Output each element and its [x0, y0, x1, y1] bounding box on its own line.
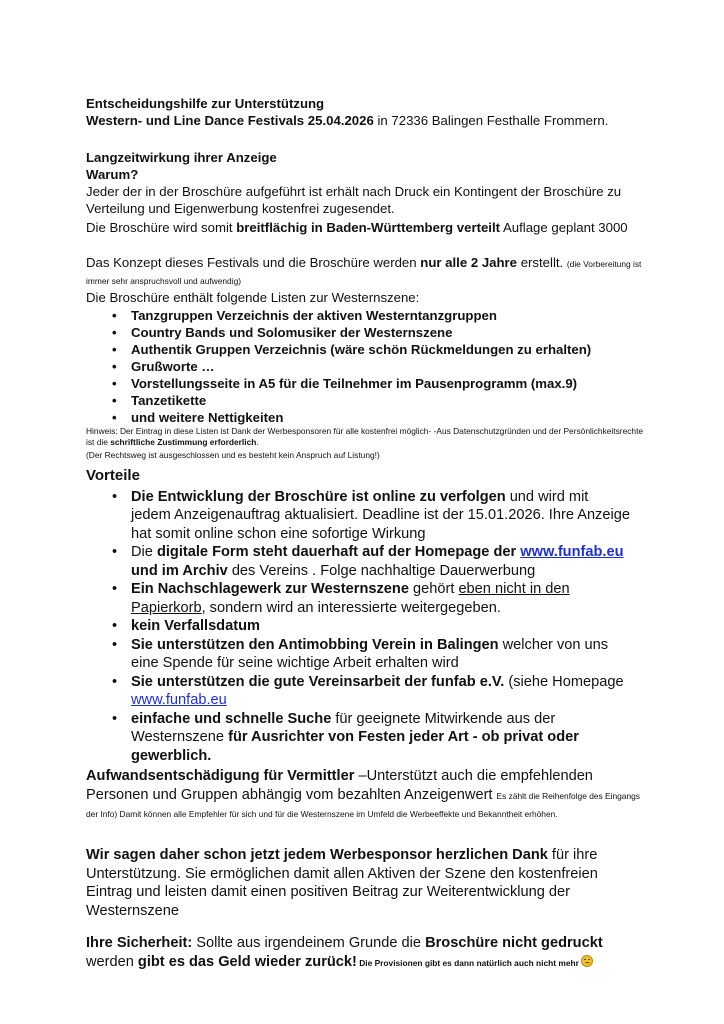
- text-run-bold: Wir sagen daher schon jetzt jedem Werbesponsor herzlichen Dank: [86, 847, 548, 863]
- paragraph: [86, 767, 646, 823]
- bullet-icon: •: [112, 393, 117, 408]
- list-item: [86, 324, 646, 341]
- funfab-link[interactable]: www.funfab.eu: [131, 692, 227, 708]
- text-run-bold: einfache und schnelle Suche: [131, 710, 332, 727]
- list-item: [86, 409, 646, 426]
- text-run: , sondern wird an interessierte weitergegeben.: [201, 599, 501, 616]
- bullet-icon: •: [112, 359, 117, 374]
- text-run-bold: kein Verfallsdatum: [131, 618, 260, 634]
- list-item-text: Tanzgruppen Verzeichnis der aktiven Westerntanzgruppen: [131, 308, 497, 323]
- text-run: des Vereins . Folge nachhaltige Dauerwerbung: [227, 562, 536, 579]
- list-item: [86, 341, 646, 358]
- bullet-icon: •: [112, 325, 117, 340]
- bullet-icon: •: [112, 636, 118, 653]
- text-run: Hinweis: Der Eintrag in diese Listen ist Dank der Werbesponsoren für alle kostenfrei möglich- -Aus Datenschutzgründen und der Persönlichkeitsrechte ist die: [86, 426, 644, 447]
- list-item-text: Country Bands und Solomusiker der Westernszene: [131, 325, 453, 340]
- text-run-bold: gibt es das Geld wieder zurück!: [137, 953, 357, 970]
- list-item: [86, 580, 631, 617]
- list-item: [86, 307, 646, 324]
- title-line-1: Entscheidungshilfe zur Unterstützung: [86, 96, 325, 111]
- list-item: [86, 710, 631, 766]
- section-heading: Vorteile: [86, 467, 140, 484]
- bullet-icon: •: [112, 342, 117, 357]
- text-run-bold: schriftliche Zustimmung erforderlich: [110, 437, 257, 447]
- text-run-bold: Sie unterstützen den Antimobbing Verein in Balingen: [131, 636, 499, 653]
- paragraph: Jeder der in der Broschüre aufgeführt ist erhält nach Druck ein Kontingent der Broschüre zu Verteilung und Eigenwerbung kostenfrei zugesendet.: [86, 184, 622, 216]
- text-run-bold: breitflächig in Baden-Württemberg verteilt: [236, 220, 501, 235]
- text-run-bold: Sie unterstützen die gute Vereinsarbeit der funfab e.V.: [131, 673, 505, 690]
- section-compensation: [86, 767, 646, 823]
- text-run-bold: für Ausrichter von Festen jeder Art - ob privat oder gewerblich.: [131, 729, 579, 764]
- text-run: Auflage geplant 3000: [500, 220, 628, 235]
- bullet-icon: •: [112, 710, 118, 727]
- bullet-icon: •: [112, 618, 118, 634]
- event-name-date: Western- und Line Dance Festivals 25.04.2026: [86, 113, 374, 128]
- event-location: in 72336 Balingen Festhalle Frommern.: [373, 113, 609, 128]
- brochure-lists: [86, 307, 646, 426]
- text-run-bold: digitale Form steht dauerhaft auf der Homepage der: [156, 544, 521, 560]
- small-note: Die Provisionen gibt es dann natürlich auch nicht mehr: [356, 957, 582, 968]
- list-item: [86, 392, 646, 409]
- benefits-list: [86, 488, 631, 766]
- list-item: [86, 358, 646, 375]
- title-line-2: [86, 112, 646, 129]
- bullet-icon: •: [112, 544, 118, 560]
- bullet-icon: •: [112, 488, 118, 505]
- text-run-bold: und im Archiv: [131, 562, 228, 579]
- bullet-icon: •: [112, 308, 117, 323]
- text-run: (siehe Homepage: [504, 673, 624, 690]
- bullet-icon: •: [112, 410, 117, 425]
- text-run: und wird mit jedem Anzeigenauftrag aktualisiert. Deadline ist der 15.01.2026. Ihre Anzeige hat somit online schon eine sofortige Wirkung: [131, 488, 630, 542]
- text-run: .: [256, 437, 259, 447]
- text-run: Die: [131, 544, 157, 560]
- text-run-bold: Die Entwicklung der Broschüre ist online zu verfolgen: [131, 488, 506, 505]
- document-header: [86, 95, 646, 129]
- text-run-underlined: eben nicht in den Papierkorb: [131, 581, 570, 616]
- text-run: –Unterstützt auch die empfehlenden Personen und Gruppen abhängig vom bezahlten Anzeigenwert: [86, 768, 593, 803]
- list-item: [86, 543, 631, 580]
- list-item: [86, 673, 631, 710]
- text-run: gehört: [408, 581, 459, 597]
- privacy-note: [86, 426, 646, 448]
- text-run-bold: Broschüre nicht gedruckt: [425, 935, 603, 951]
- list-item-text: Grußworte …: [131, 359, 215, 374]
- text-run: welcher von uns eine Spende für seine wichtige Arbeit erhalten wird: [131, 636, 609, 671]
- small-note: (die Vorbereitung ist immer sehr anspruchsvoll und aufwendig): [86, 259, 642, 286]
- text-run: erstellt.: [517, 255, 567, 270]
- bullet-icon: •: [112, 673, 118, 690]
- paragraph: [86, 219, 646, 236]
- list-item: [86, 375, 646, 392]
- section-long-term: [86, 149, 646, 236]
- section-benefits: [86, 467, 631, 765]
- text-run: für geeignete Mitwirkende aus der Westernszene: [131, 710, 556, 745]
- section-concept: [86, 254, 646, 461]
- text-run-bold: Aufwandsentschädigung für Vermittler: [86, 768, 355, 784]
- text-run: werden: [86, 953, 138, 970]
- list-item: [86, 636, 631, 673]
- list-item-text: Tanzetikette: [131, 393, 207, 408]
- bullet-icon: •: [112, 376, 117, 391]
- section-thanks: [86, 846, 626, 920]
- list-item-text: Authentik Gruppen Verzeichnis (wäre schön Rückmeldungen zu erhalten): [131, 342, 592, 357]
- small-note: Es zählt die Reihenfolge des Eingangs der Info) Damit können alle Empfehler für sich und für die Westernszene im Umfeld die Werbeeffekte und Bekanntheit erhöhen.: [86, 790, 640, 819]
- paragraph: [86, 254, 646, 288]
- text-run-bold: nur alle 2 Jahre: [420, 255, 518, 270]
- sad-face-icon: [581, 955, 593, 967]
- list-item: [86, 617, 631, 636]
- text-run: Sollte aus irgendeinem Grunde die: [192, 935, 426, 951]
- text-run: Die Broschüre wird somit: [86, 220, 237, 235]
- text-run: für ihre Unterstützung. Sie ermöglichen damit allen Aktiven der Szene den kostenfreien Eintrag und leisten damit einen positiven Beitrag zur Weiterentwicklung der Westernszene: [86, 847, 598, 919]
- text-run: Das Konzept dieses Festivals und die Broschüre werden: [86, 255, 421, 270]
- list-item-text: und weitere Nettigkeiten: [131, 410, 284, 425]
- funfab-link[interactable]: www.funfab.eu: [520, 544, 624, 560]
- section-subheading: Warum?: [86, 167, 139, 182]
- text-run-bold: Ihre Sicherheit:: [86, 935, 193, 951]
- lists-intro: Die Broschüre enthält folgende Listen zur Westernszene:: [86, 290, 420, 305]
- bullet-icon: •: [112, 581, 118, 597]
- list-item-text: Vorstellungsseite in A5 für die Teilnehmer im Pausenprogramm (max.9): [131, 376, 578, 391]
- section-security: [86, 934, 646, 971]
- section-heading: Langzeitwirkung ihrer Anzeige: [86, 150, 277, 165]
- list-item: [86, 488, 631, 544]
- legal-note: (Der Rechtsweg ist ausgeschlossen und es besteht kein Anspruch auf Listung!): [86, 450, 380, 460]
- text-run-bold: Ein Nachschlagewerk zur Westernszene: [131, 581, 409, 597]
